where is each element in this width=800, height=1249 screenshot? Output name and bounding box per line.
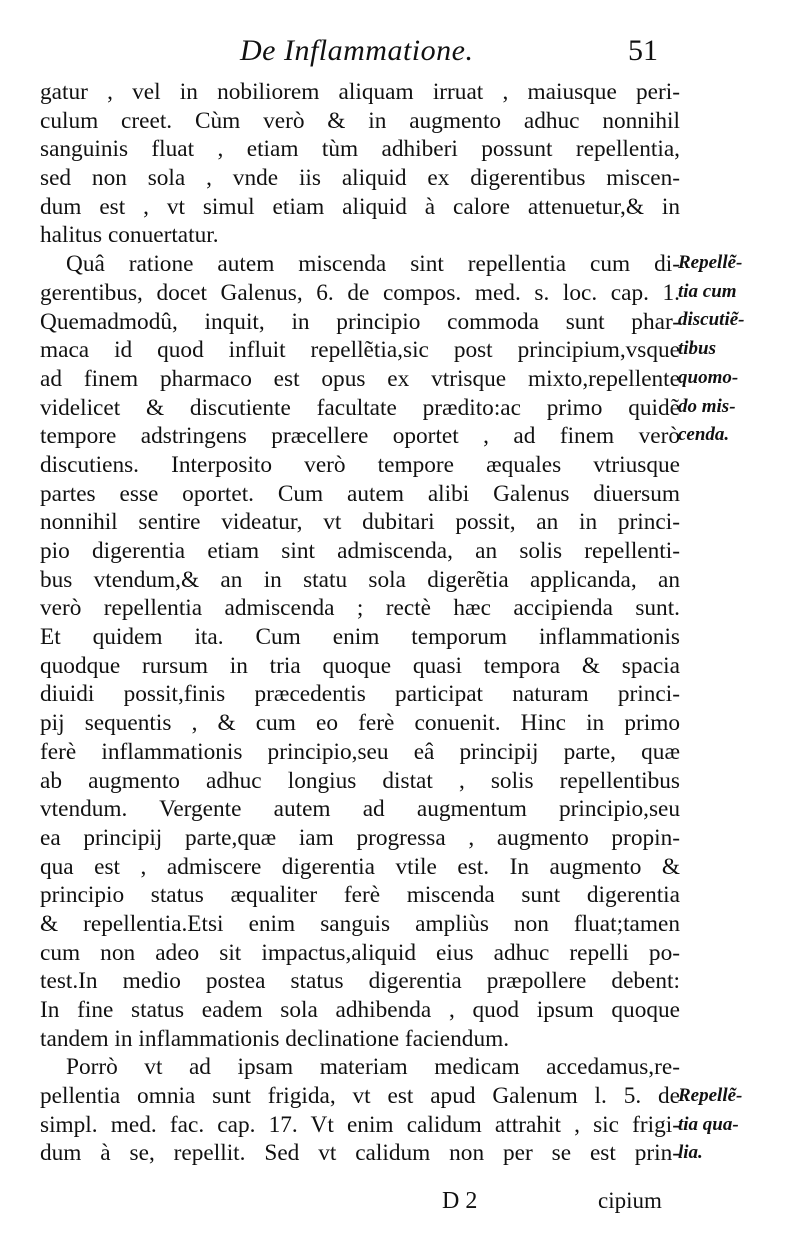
text-line: nonnihil sentire videatur, vt dubitari possit, an in princi- bbox=[40, 509, 680, 536]
text-line: Quâ ratione autem miscenda sint repellentia cum di- bbox=[66, 251, 680, 278]
signature-mark: D 2 bbox=[442, 1188, 478, 1214]
catchword: cipium bbox=[598, 1188, 662, 1213]
text-line: halitus conuertatur. bbox=[40, 222, 219, 249]
text-line: pellentia omnia sunt frigida, vt est apud Galenum l. 5. de bbox=[40, 1083, 680, 1110]
text-line: tempore adstringens præcellere oportet , ad finem verò bbox=[40, 423, 680, 450]
text-line: discutiens. Interposito verò tempore æquales vtriusque bbox=[40, 451, 680, 478]
note-line: quomo- bbox=[678, 366, 739, 388]
text-line: diuidi possit,finis præcedentis participat naturam princi- bbox=[40, 681, 680, 708]
page-number: 51 bbox=[628, 34, 658, 67]
text-line: Quemadmodû, inquit, in principio commoda sunt phar- bbox=[40, 308, 680, 335]
text-line: & repellentia.Etsi enim sanguis ampliùs non fluat;tamen bbox=[40, 910, 680, 937]
paragraph-2 bbox=[40, 250, 680, 1053]
text-line: gerentibus, docet Galenus, 6. de compos. med. s. loc. cap. 1. bbox=[40, 279, 680, 306]
paragraph-1 bbox=[40, 78, 680, 250]
page-header bbox=[0, 34, 800, 74]
text-line: videlicet & discutiente facultate prædito:ac primo quidẽ bbox=[40, 394, 680, 421]
text-line: vtendum. Vergente autem ad augmentum principio,seu bbox=[40, 796, 680, 823]
note-line: Repellẽ- bbox=[678, 1085, 743, 1106]
text-line: simpl. med. fac. cap. 17. Vt enim calidum attrahit , sic frigi- bbox=[40, 1111, 680, 1138]
text-line: qua est , admiscere digerentia vtile est. In augmento & bbox=[40, 853, 680, 880]
text-line: sanguinis fluat , etiam tùm adhiberi possunt repellentia, bbox=[40, 136, 680, 163]
text-line: pio digerentia etiam sint admiscenda, an solis repellenti- bbox=[40, 538, 680, 564]
note-line: tia cum bbox=[678, 280, 737, 302]
text-line: culum creet. Cùm verò & in augmento adhuc nonnihil bbox=[40, 107, 680, 134]
marginal-note-1 bbox=[678, 249, 788, 450]
text-line: dum à se, repellit. Sed vt calidum non per se est prin- bbox=[40, 1140, 680, 1167]
text-line: dum est , vt simul etiam aliquid à calore attenuetur,& in bbox=[40, 193, 680, 220]
text-line: principio status æqualiter ferè miscenda sunt digerentia bbox=[40, 882, 680, 909]
text-line: tandem in inflammationis declinatione faciendum. bbox=[40, 1025, 510, 1052]
marginal-note-2 bbox=[678, 1082, 788, 1168]
text-line: ferè inflammationis principio,seu eâ principij parte, quæ bbox=[40, 738, 680, 765]
text-line: partes esse oportet. Cum autem alibi Galenus diuersum bbox=[40, 480, 680, 507]
text-line: test.In medio postea status digerentia præpollere debent: bbox=[40, 968, 680, 995]
note-line: tibus bbox=[678, 338, 717, 360]
text-line: ab augmento adhuc longius distat , solis repellentibus bbox=[40, 767, 680, 794]
note-line: tia qua- bbox=[678, 1113, 739, 1135]
note-line: cenda. bbox=[678, 424, 730, 446]
paragraph-3 bbox=[40, 1053, 680, 1168]
text-line: cum non adeo sit impactus,aliquid eius adhuc repelli po- bbox=[40, 939, 680, 966]
text-line: gatur , vel in nobiliorem aliquam irruat , maiusque peri- bbox=[40, 79, 680, 105]
page-footer bbox=[0, 1188, 800, 1228]
running-title: De Inflammatione. bbox=[240, 34, 474, 67]
text-line: pij sequentis , & cum eo ferè conuenit. Hinc in primo bbox=[40, 710, 680, 737]
text-line: Porrò vt ad ipsam materiam medicam accedamus,re- bbox=[66, 1054, 680, 1081]
text-line: Et quidem ita. Cum enim temporum inflammationis bbox=[40, 624, 680, 651]
text-line: In fine status eadem sola adhibenda , quod ipsum quoque bbox=[40, 997, 680, 1023]
note-line: discutiẽ- bbox=[678, 309, 745, 331]
body-text bbox=[40, 78, 680, 1168]
text-line: maca id quod influit repellẽtia,sic post principium,vsque bbox=[40, 337, 680, 364]
text-line: verò repellentia admiscenda ; rectè hæc accipienda sunt. bbox=[40, 595, 680, 622]
note-line: Repellẽ- bbox=[678, 252, 743, 273]
text-line: ea principij parte,quæ iam progressa , augmento propin- bbox=[40, 824, 680, 851]
text-line: sed non sola , vnde iis aliquid ex digerentibus miscen- bbox=[40, 165, 680, 192]
text-line: ad finem pharmaco est opus ex vtrisque mixto,repellente bbox=[40, 365, 680, 392]
text-line: quodque rursum in tria quoque quasi tempora & spacia bbox=[40, 652, 680, 679]
note-line: lia. bbox=[678, 1142, 703, 1164]
note-line: do mis- bbox=[678, 395, 736, 417]
text-line: bus vtendum,& an in statu sola digerẽtia applicanda, an bbox=[40, 566, 680, 593]
